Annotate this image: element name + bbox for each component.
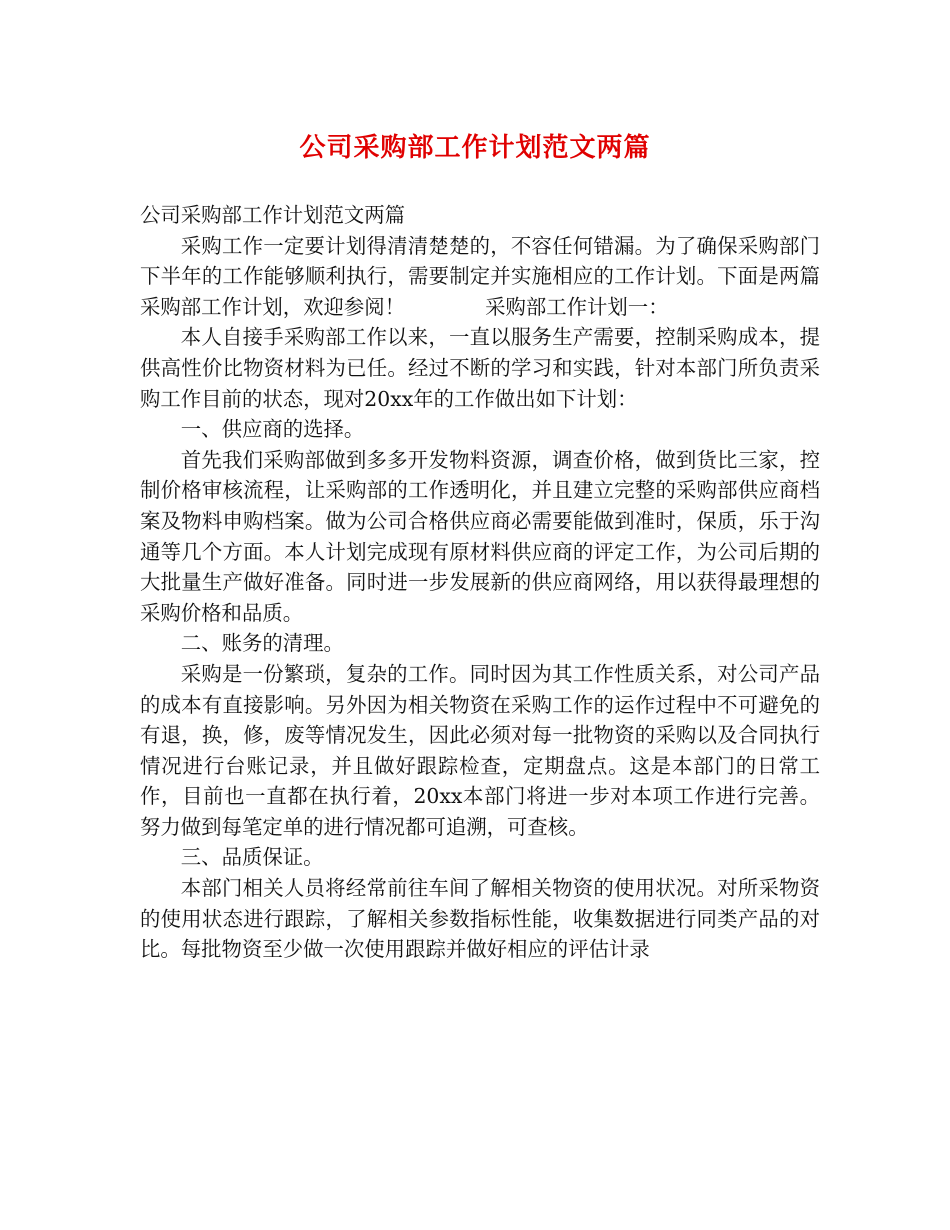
paragraph-accounts: 采购是一份繁琐，复杂的工作。同时因为其工作性质关系，对公司产品的成本有直接影响。另外因为相关物资在采购工作的运作过程中不可避免的有退，换，修，废等情况发生，因此必须对每一批物资的采购以及合同执行情况进行台账记录，并且做好跟踪检查，定期盘点。这是本部门的日常工作，目前也一直都在执行着，20xx本部门将进一步对本项工作进行完善。努力做到每笔定单的进行情况都可追溯，可查核。 bbox=[140, 661, 820, 839]
paragraph-quality: 本部门相关人员将经常前往车间了解相关物资的使用状况。对所采物资的使用状态进行跟踪，了解相关参数指标性能，收集数据进行同类产品的对比。每批物资至少做一次使用跟踪并做好相应的评估计录 bbox=[140, 876, 820, 962]
paragraph-overview: 本人自接手采购部工作以来，一直以服务生产需要，控制采购成本，提供高性价比物资材料为已任。经过不断的学习和实践，针对本部门所负责采购工作目前的状态，现对20xx年的工作做出如下计划： bbox=[140, 325, 820, 411]
section-heading-quality: 三、品质保证。 bbox=[180, 845, 324, 870]
document-title: 公司采购部工作计划范文两篇 bbox=[299, 133, 651, 163]
paragraph-intro bbox=[140, 231, 820, 323]
paragraph-supplier: 首先我们采购部做到多多开发物料资源，调查价格，做到货比三家，控制价格审核流程，让采购部的工作透明化，并且建立完整的采购部供应商档案及物料申购档案。做为公司合格供应商必需要能做到准时，保质，乐于沟通等几个方面。本人计划完成现有原材料供应商的评定工作，为公司后期的大批量生产做好准备。同时进一步发展新的供应商网络，用以获得最理想的采购价格和品质。 bbox=[140, 447, 820, 625]
paragraph-heading: 公司采购部工作计划范文两篇 bbox=[140, 203, 406, 227]
document-body bbox=[140, 200, 820, 965]
section-heading-accounts: 二、账务的清理。 bbox=[180, 631, 344, 656]
section-heading-supplier: 一、供应商的选择。 bbox=[180, 417, 365, 442]
plan-one-heading: 采购部工作计划一： bbox=[485, 294, 669, 319]
paragraph-intro-text: 采购工作一定要计划得清清楚楚的，不容任何错漏。为了确保采购部门下半年的工作能够顺利执行，需要制定并实施相应的工作计划。下面是两篇采购部工作计划，欢迎参阅！ bbox=[140, 233, 820, 319]
